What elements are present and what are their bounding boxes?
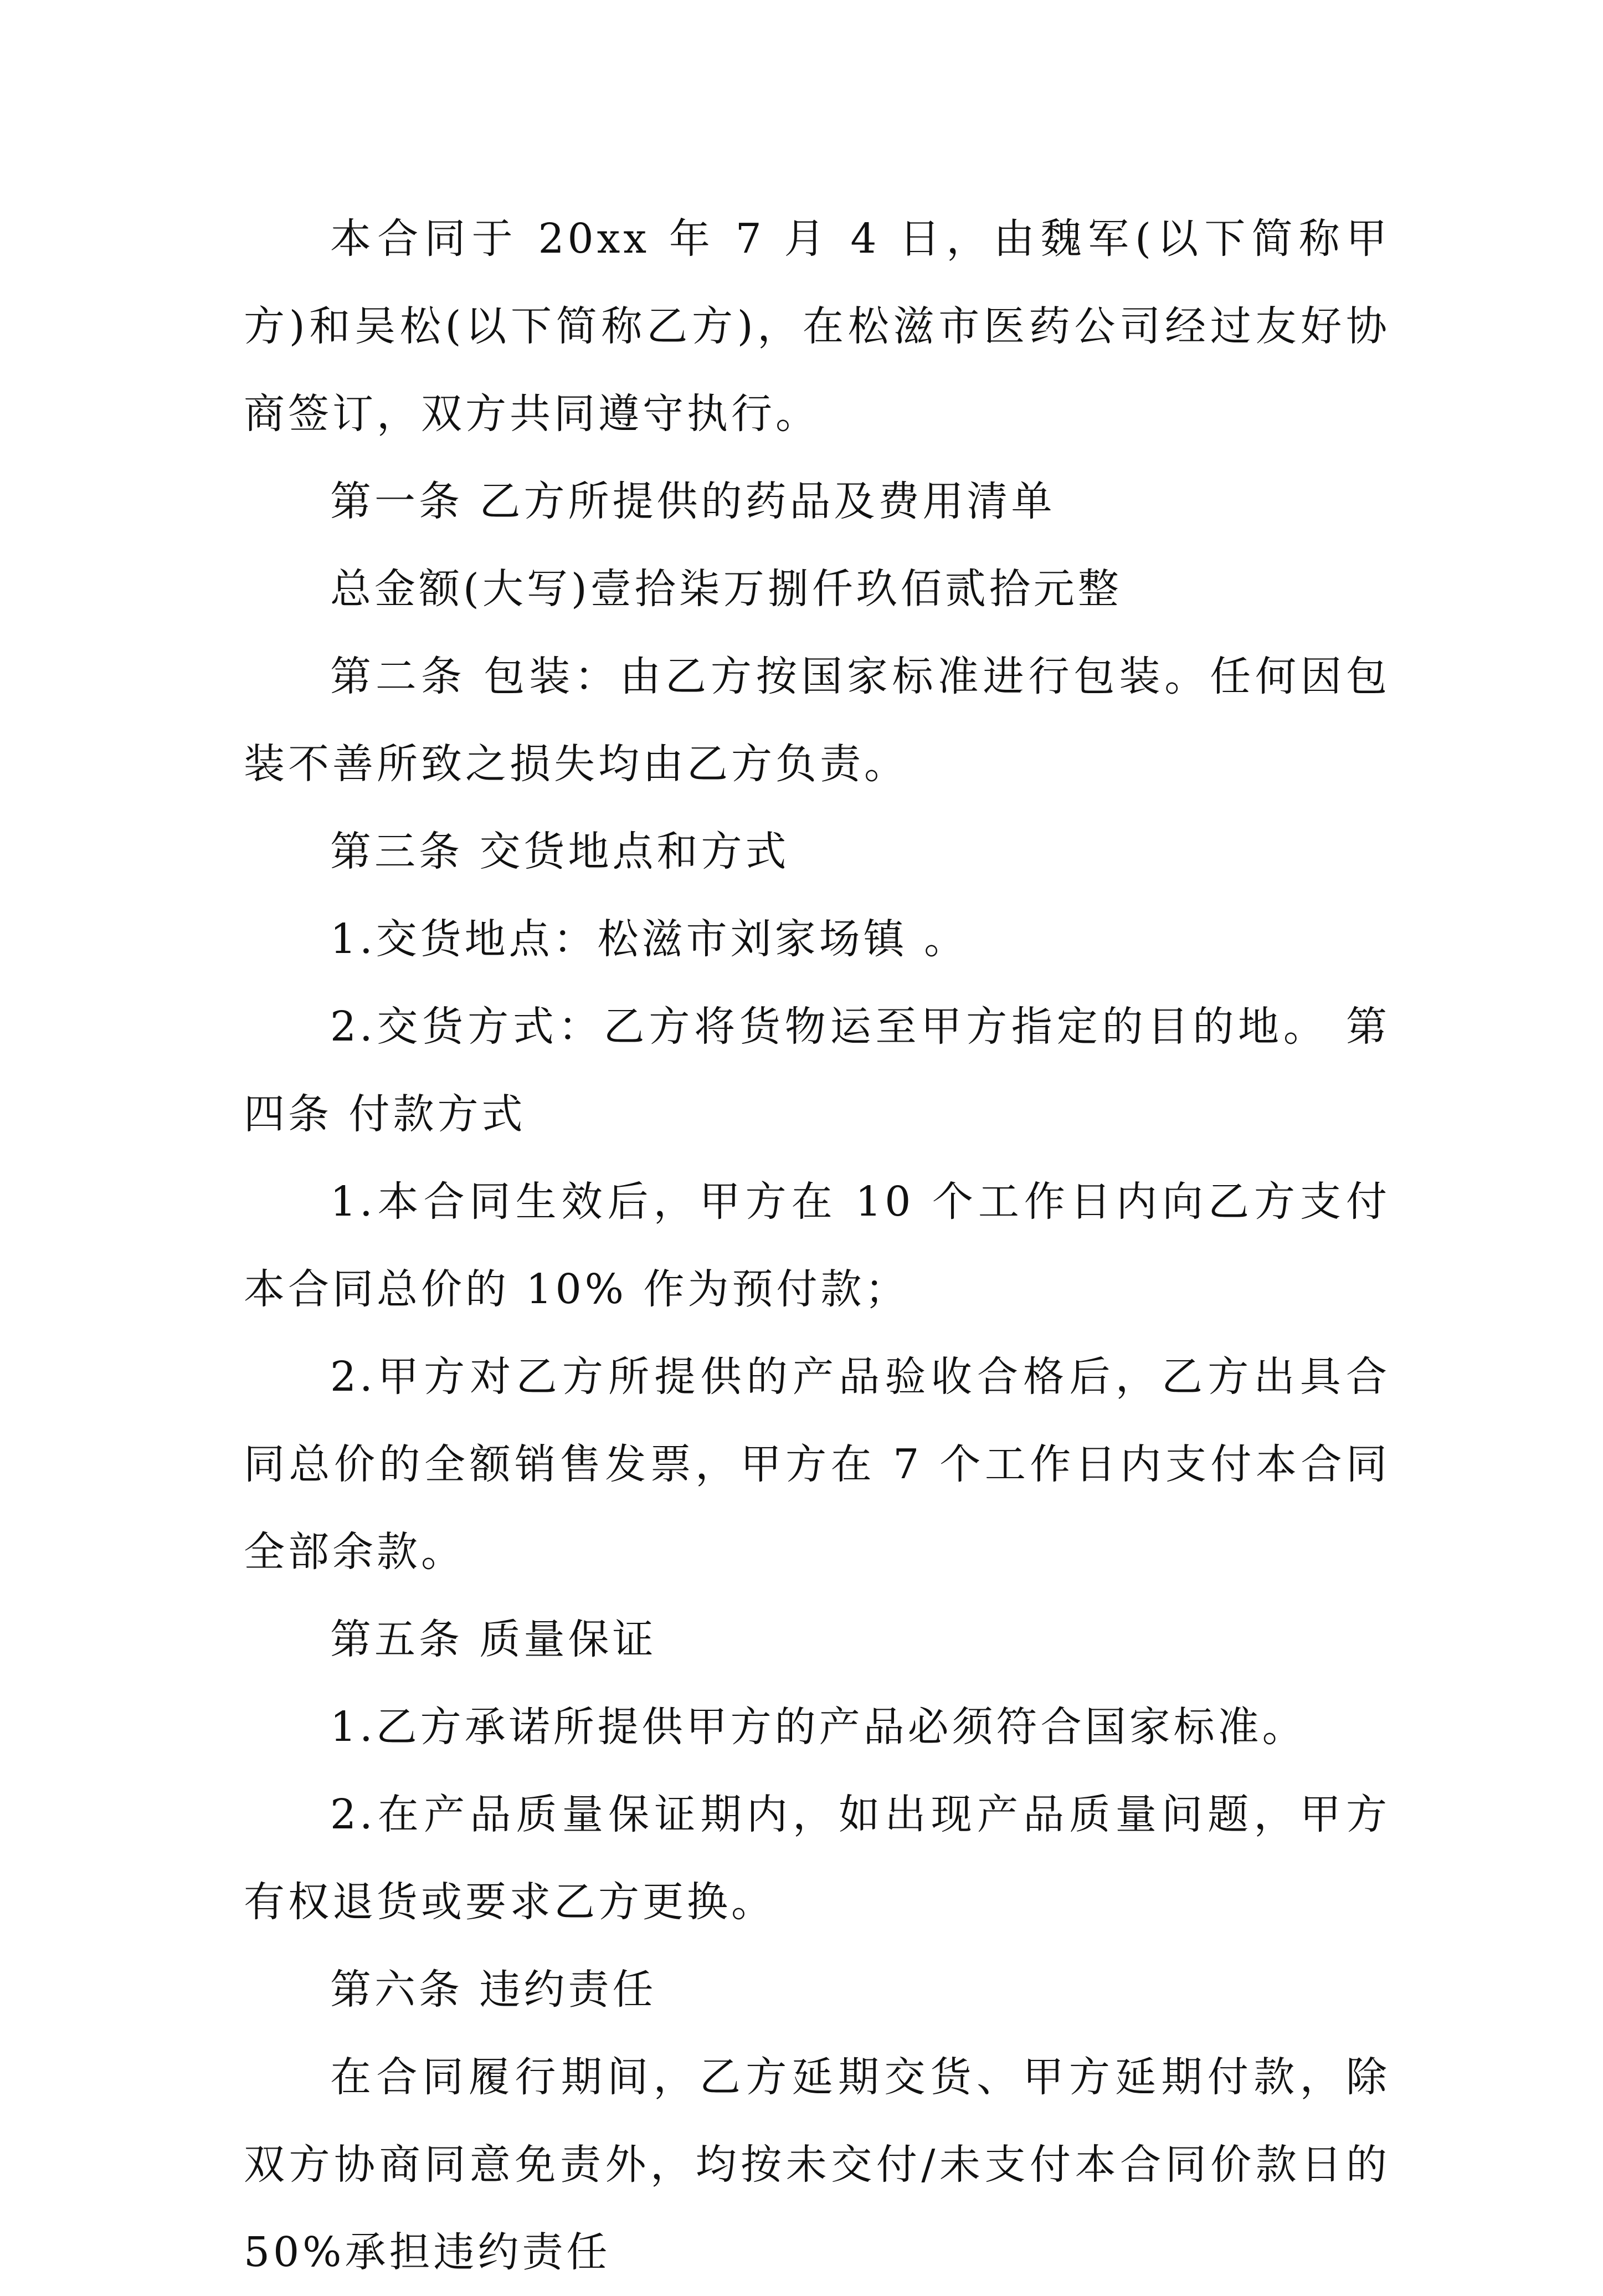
paragraph-article-1-heading: 第一条 乙方所提供的药品及费用清单 xyxy=(330,478,1056,525)
document-page xyxy=(244,195,1390,2296)
paragraph-quality-standard: 1.乙方承诺所提供甲方的产品必须符合国家标准。 xyxy=(330,1703,1307,1751)
paragraph-delivery-method: 2.交货方式：乙方将货物运至甲方指定的目的地。 第四条 付款方式 xyxy=(244,1003,1390,1138)
paragraph-breach-liability: 在合同履行期间，乙方延期交货、甲方延期付款，除双方协商同意免责外，均按未交付/未支付本合同价款日的 50%承担违约责任 xyxy=(244,2053,1390,2276)
paragraph-article-6-heading: 第六条 违约责任 xyxy=(330,1966,657,2013)
paragraph-article-2-packaging: 第二条 包装：由乙方按国家标准进行包装。任何因包装不善所致之损失均由乙方负责。 xyxy=(244,653,1390,788)
paragraph-final-payment: 2.甲方对乙方所提供的产品验收合格后，乙方出具合同总价的全额销售发票，甲方在 7 个工作日内支付本合同全部余款。 xyxy=(244,1353,1390,1576)
paragraph-delivery-location: 1.交货地点：松滋市刘家场镇 。 xyxy=(330,915,969,963)
paragraph-quality-warranty: 2.在产品质量保证期内，如出现产品质量问题，甲方有权退货或要求乙方更换。 xyxy=(244,1791,1390,1926)
paragraph-article-5-heading: 第五条 质量保证 xyxy=(330,1616,657,1663)
paragraph-total-amount: 总金额(大写)壹拾柒万捌仟玖佰贰拾元整 xyxy=(330,565,1122,613)
paragraph-advance-payment: 1.本合同生效后，甲方在 10 个工作日内向乙方支付本合同总价的 10% 作为预付款； xyxy=(244,1178,1390,1313)
paragraph-article-3-heading: 第三条 交货地点和方式 xyxy=(330,828,790,875)
paragraph-preamble: 本合同于 20xx 年 7 月 4 日，由魏军(以下简称甲方)和吴松(以下简称乙方)，在松滋市医药公司经过友好协商签订，双方共同遵守执行。 xyxy=(244,215,1390,438)
